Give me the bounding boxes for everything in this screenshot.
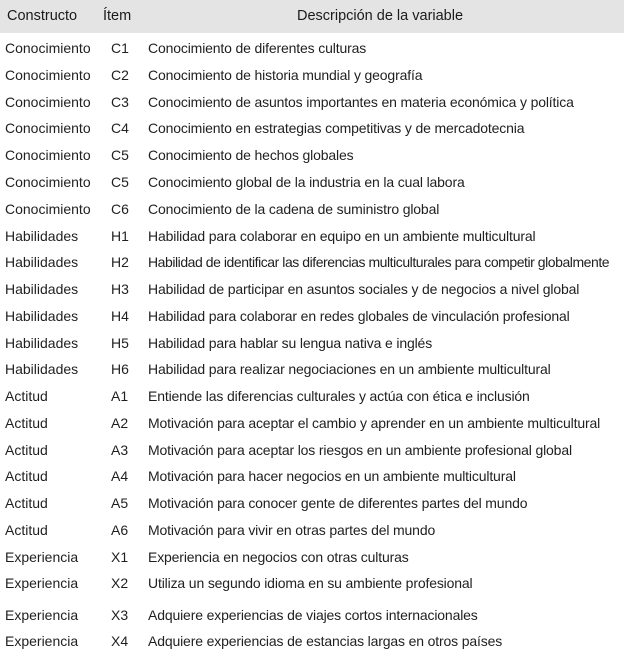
table-row <box>0 570 624 596</box>
cell-descripcion: Conocimiento en estrategias competitivas y de mercadotecnia <box>148 120 525 136</box>
cell-item: C1 <box>111 40 129 56</box>
cell-descripcion: Adquiere experiencias de viajes cortos internacionales <box>148 607 478 623</box>
table-header <box>0 0 624 33</box>
cell-descripcion: Experiencia en negocios con otras culturas <box>148 549 409 565</box>
table-row <box>0 410 624 436</box>
table-row <box>0 249 624 275</box>
cell-constructo: Habilidades <box>5 335 79 351</box>
table-row <box>0 196 624 222</box>
cell-item: H6 <box>111 361 129 377</box>
cell-descripcion: Motivación para vivir en otras partes del mundo <box>148 522 436 538</box>
cell-item: A1 <box>111 388 129 404</box>
table-row <box>0 602 624 628</box>
cell-constructo: Actitud <box>5 442 48 458</box>
cell-constructo: Conocimiento <box>5 147 91 163</box>
cell-constructo: Conocimiento <box>5 174 91 190</box>
cell-descripcion: Adquiere experiencias de estancias largas en otros países <box>148 633 503 649</box>
cell-constructo: Experiencia <box>5 633 79 649</box>
cell-item: A3 <box>111 442 129 458</box>
cell-descripcion: Motivación para aceptar los riesgos en un ambiente profesional global <box>148 442 572 458</box>
cell-item: C3 <box>111 94 129 110</box>
cell-constructo: Actitud <box>5 522 48 538</box>
cell-descripcion: Motivación para conocer gente de diferentes partes del mundo <box>148 495 528 511</box>
cell-item: C5 <box>111 174 129 190</box>
cell-descripcion: Utiliza un segundo idioma en su ambiente profesional <box>148 575 473 591</box>
cell-item: X2 <box>111 575 129 591</box>
table-row <box>0 628 624 654</box>
cell-item: X1 <box>111 549 129 565</box>
cell-descripcion: Conocimiento de la cadena de suministro global <box>148 201 440 217</box>
cell-descripcion: Conocimiento de historia mundial y geografía <box>148 67 423 83</box>
cell-item: H5 <box>111 335 129 351</box>
cell-constructo: Experiencia <box>5 549 79 565</box>
table-row <box>0 35 624 61</box>
table-row <box>0 356 624 382</box>
cell-item: H1 <box>111 228 129 244</box>
table-row <box>0 142 624 168</box>
table-row <box>0 437 624 463</box>
cell-constructo: Actitud <box>5 388 48 404</box>
table-row <box>0 169 624 195</box>
cell-item: C5 <box>111 147 129 163</box>
cell-descripcion: Entiende las diferencias culturales y actúa con ética e inclusión <box>148 388 530 404</box>
cell-constructo: Conocimiento <box>5 201 91 217</box>
cell-item: A5 <box>111 495 129 511</box>
cell-descripcion: Motivación para hacer negocios en un ambiente multicultural <box>148 468 516 484</box>
cell-item: A4 <box>111 468 129 484</box>
table-row <box>0 383 624 409</box>
cell-item: H2 <box>111 254 129 270</box>
cell-descripcion: Conocimiento de hechos globales <box>148 147 354 163</box>
cell-item: C6 <box>111 201 129 217</box>
cell-descripcion: Habilidad para hablar su lengua nativa e inglés <box>148 335 433 351</box>
cell-item: C4 <box>111 120 129 136</box>
cell-constructo: Conocimiento <box>5 40 91 56</box>
cell-item: X4 <box>111 633 129 649</box>
cell-constructo: Habilidades <box>5 228 79 244</box>
table-row <box>0 223 624 249</box>
cell-item: C2 <box>111 67 129 83</box>
cell-constructo: Habilidades <box>5 361 79 377</box>
cell-item: H4 <box>111 308 129 324</box>
cell-item: A2 <box>111 415 129 431</box>
table-row <box>0 115 624 141</box>
cell-constructo: Habilidades <box>5 281 79 297</box>
table-row <box>0 517 624 543</box>
cell-descripcion: Motivación para aceptar el cambio y aprender en un ambiente multicultural <box>148 415 601 431</box>
table-row <box>0 303 624 329</box>
table-row <box>0 330 624 356</box>
cell-constructo: Actitud <box>5 495 48 511</box>
cell-constructo: Conocimiento <box>5 67 91 83</box>
cell-descripcion: Conocimiento de asuntos importantes en materia económica y política <box>148 94 574 110</box>
header-descripcion: Descripción de la variable <box>297 8 464 24</box>
header-item: Ítem <box>103 8 132 24</box>
table-row <box>0 62 624 88</box>
table-row <box>0 89 624 115</box>
cell-constructo: Conocimiento <box>5 94 91 110</box>
cell-constructo: Conocimiento <box>5 120 91 136</box>
cell-descripcion: Habilidad de participar en asuntos sociales y de negocios a nivel global <box>148 281 580 297</box>
table-row <box>0 463 624 489</box>
cell-descripcion: Habilidad para realizar negociaciones en un ambiente multicultural <box>148 361 551 377</box>
cell-descripcion: Conocimiento global de la industria en la cual labora <box>148 174 465 190</box>
cell-constructo: Habilidades <box>5 254 79 270</box>
cell-constructo: Actitud <box>5 468 48 484</box>
cell-item: H3 <box>111 281 129 297</box>
cell-item: A6 <box>111 522 129 538</box>
cell-constructo: Habilidades <box>5 308 79 324</box>
cell-constructo: Experiencia <box>5 575 79 591</box>
cell-constructo: Actitud <box>5 415 48 431</box>
table-row <box>0 544 624 570</box>
cell-descripcion: Habilidad para colaborar en equipo en un ambiente multicultural <box>148 228 536 244</box>
header-constructo: Constructo <box>7 8 78 24</box>
table-row <box>0 276 624 302</box>
cell-descripcion: Habilidad para colaborar en redes globales de vinculación profesional <box>148 308 570 324</box>
table-row <box>0 490 624 516</box>
cell-constructo: Experiencia <box>5 607 79 623</box>
cell-descripcion: Habilidad de identificar las diferencias multiculturales para competir globalmente <box>148 254 610 270</box>
cell-item: X3 <box>111 607 129 623</box>
cell-descripcion: Conocimiento de diferentes culturas <box>148 40 367 56</box>
